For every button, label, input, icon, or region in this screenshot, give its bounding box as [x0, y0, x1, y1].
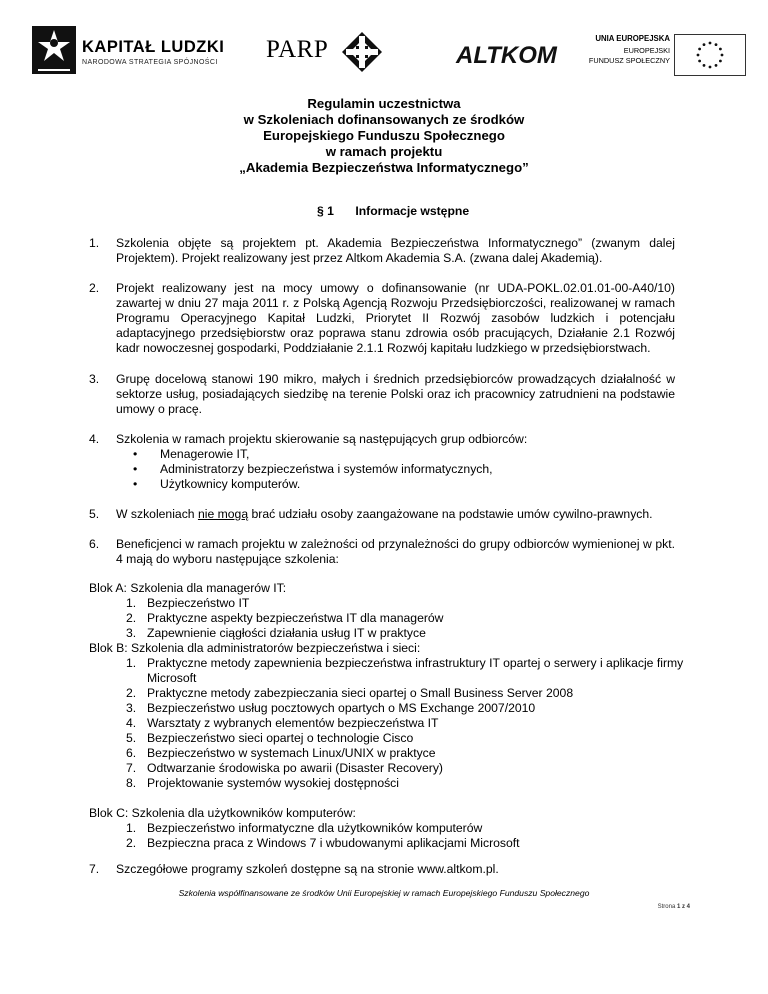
- list-item-text: Bezpieczeństwo sieci opartej o technologie Cisco: [147, 731, 414, 745]
- point-text: Projekt realizowany jest na mocy umowy o dofinansowanie (nr UDA-POKL.02.01.01-00-A40/10) zawartej w dniu 27 maja 2011 r. z Polską Agencją Rozwoju Przedsiębiorczości, realizowanej w ramach Programu Operacyjnego Kapitał Ludzki, Priorytet II Rozwój zasobów ludzkich i potencjału adaptacyjnego przedsiębiorstw oraz poprawa stanu zdrowia osób pracujących, Działanie 2.1 Rozwój kadr nowoczesnej gospodarki, Poddziałanie 2.1.1 Rozwój kapitału ludzkiego w przedsiębiorstwach.: [116, 281, 675, 355]
- list-item: 2. Praktyczne metody zabezpieczania sieci opartej o Small Business Server 2008: [126, 686, 686, 701]
- bullet-icon: •: [133, 477, 138, 491]
- list-item-text: Projektowanie systemów wysokiej dostępności: [147, 776, 399, 790]
- point-number: 4.: [89, 432, 100, 446]
- list-item: 2. Bezpieczna praca z Windows 7 i wbudowanymi aplikacjami Microsoft: [126, 836, 686, 851]
- point-text: Szczegółowe programy szkoleń dostępne są na stronie www.altkom.pl.: [116, 862, 499, 876]
- point-number: 1.: [89, 236, 100, 250]
- point-number: 3.: [89, 372, 100, 386]
- block-c-list: [126, 821, 686, 851]
- list-item-text: Warsztaty z wybranych elementów bezpieczeństwa IT: [147, 716, 439, 730]
- page-label: Strona: [657, 904, 676, 910]
- point-text: Grupę docelową stanowi 190 mikro, małych i średnich przedsiębiorców prowadzących działalność w sektorze usług, posiadających siedzibę na terenie Polski oraz ich pracownicy zatrudnieni na podstawie umowy o pracę.: [116, 372, 675, 416]
- eu-line3: FUNDUSZ SPOŁECZNY: [588, 56, 670, 65]
- parp-text: PARP: [266, 36, 329, 63]
- list-item: 6. Bezpieczeństwo w systemach Linux/UNIX w praktyce: [126, 746, 686, 761]
- kapital-ludzki-emblem-icon: [32, 26, 76, 74]
- footer-text: Szkolenia współfinansowane ze środków Unii Europejskiej w ramach Europejskiego Funduszu Społecznego: [178, 888, 590, 898]
- bullet-icon: •: [133, 462, 138, 476]
- altkom-wordmark: [454, 34, 557, 72]
- list-item: 7. Odtwarzanie środowiska po awarii (Disaster Recovery): [126, 761, 686, 776]
- bullet-text: Użytkownicy komputerów.: [160, 477, 301, 491]
- list-item: 5. Bezpieczeństwo sieci opartej o technologie Cisco: [126, 731, 686, 746]
- block-c-label: Blok C: Szkolenia dla użytkowników komputerów:: [89, 806, 356, 820]
- title-line-1: Regulamin uczestnictwa: [307, 96, 461, 111]
- list-item: 2. Praktyczne aspekty bezpieczeństwa IT dla managerów: [126, 611, 686, 626]
- section-title: Informacje wstępne: [355, 204, 470, 218]
- list-item-text: Zapewnienie ciągłości działania usług IT w praktyce: [147, 626, 426, 640]
- point-number: 2.: [89, 281, 100, 295]
- point-number: 6.: [89, 537, 100, 551]
- altkom-text: ALTKOM: [456, 42, 557, 69]
- title-line-5: „Akademia Bezpieczeństwa Informatycznego”: [239, 160, 529, 175]
- point-number: 5.: [89, 507, 100, 521]
- parp-logo: [262, 30, 392, 74]
- list-item-text: Praktyczne aspekty bezpieczeństwa IT dla managerów: [147, 611, 444, 625]
- kl-title: KAPITAŁ LUDZKI: [82, 38, 225, 56]
- list-item: 8. Projektowanie systemów wysokiej dostępności: [126, 776, 686, 791]
- list-item-text: Bezpieczeństwo usług pocztowych opartych o MS Exchange 2007/2010: [147, 701, 536, 715]
- eu-line2: EUROPEJSKI: [623, 46, 670, 55]
- bullet-icon: •: [133, 447, 138, 461]
- eu-logo: [560, 32, 750, 76]
- point-text: Beneficjenci w ramach projektu w zależności od przynależności do grupy odbiorców wymienionej w pkt. 4 mają do wyboru następujące szkolenia:: [116, 537, 675, 566]
- list-item-text: Praktyczne metody zapewnienia bezpieczeństwa infrastruktury IT opartej o serwery i aplikacje firmy Microsoft: [147, 656, 684, 685]
- block-a-list: [126, 596, 686, 641]
- section-number: § 1: [317, 204, 334, 218]
- point-text-post: brać udziału osoby zaangażowane na podstawie umów cywilno-prawnych.: [248, 507, 653, 521]
- title-line-4: w ramach projektu: [325, 144, 443, 159]
- kapital-ludzki-logo: [32, 26, 232, 78]
- page-total: 4: [686, 904, 690, 910]
- list-item: 3. Bezpieczeństwo usług pocztowych opartych o MS Exchange 2007/2010: [126, 701, 686, 716]
- kl-subtitle: NARODOWA STRATEGIA SPÓJNOŚCI: [82, 59, 218, 66]
- section-heading: [317, 204, 469, 218]
- point-text-underlined: nie mogą: [197, 507, 249, 521]
- point-text: Szkolenia w ramach projektu skierowanie są następujących grup odbiorców:: [116, 432, 528, 446]
- eu-line1: UNIA EUROPEJSKA: [595, 34, 670, 43]
- title-line-3: Europejskiego Funduszu Społecznego: [263, 128, 505, 143]
- parp-emblem-icon: [340, 30, 384, 74]
- list-item: 1. Praktyczne metody zapewnienia bezpieczeństwa infrastruktury IT opartej o serwery i aplikacje firmy Microsoft: [126, 656, 686, 686]
- point-text: [116, 507, 675, 522]
- list-item: 1. Bezpieczeństwo informatyczne dla użytkowników komputerów: [126, 821, 686, 836]
- page-current: 1: [676, 904, 681, 910]
- list-item-text: Odtwarzanie środowiska po awarii (Disaster Recovery): [147, 761, 443, 775]
- bullet-text: Menagerowie IT,: [160, 447, 250, 461]
- point-text: Szkolenia objęte są projektem pt. Akademia Bezpieczeństwa Informatycznego” (zwanym dalej Projektem). Projekt realizowany jest przez Altkom Akademia S.A. (zwana dalej Akademią).: [116, 236, 675, 265]
- point-text-pre: W szkoleniach: [116, 507, 198, 521]
- altkom-logo: [454, 34, 557, 72]
- list-item-text: Bezpieczna praca z Windows 7 i wbudowanymi aplikacjami Microsoft: [147, 836, 520, 850]
- block-a-label: Blok A: Szkolenia dla managerów IT:: [89, 581, 287, 595]
- list-item-text: Bezpieczeństwo w systemach Linux/UNIX w praktyce: [147, 746, 436, 760]
- point-number: 7.: [89, 862, 100, 876]
- document-title: [0, 96, 768, 176]
- block-b-list: [126, 656, 686, 791]
- list-item-text: Bezpieczeństwo informatyczne dla użytkowników komputerów: [147, 821, 483, 835]
- list-item: 3. Zapewnienie ciągłości działania usług IT w praktyce: [126, 626, 686, 641]
- list-item: 4. Warsztaty z wybranych elementów bezpieczeństwa IT: [126, 716, 686, 731]
- list-item: 1. Bezpieczeństwo IT: [126, 596, 686, 611]
- block-b-label: Blok B: Szkolenia dla administratorów bezpieczeństwa i sieci:: [89, 641, 421, 655]
- page-separator: z: [681, 904, 685, 910]
- page-number: [658, 904, 690, 910]
- list-item-text: Praktyczne metody zabezpieczania sieci opartej o Small Business Server 2008: [147, 686, 574, 700]
- logo-bar: [0, 22, 768, 82]
- list-item-text: Bezpieczeństwo IT: [147, 596, 250, 610]
- bullet-text: Administratorzy bezpieczeństwa i systemów informatycznych,: [160, 462, 493, 476]
- eu-flag-icon: [674, 34, 746, 76]
- title-line-2: w Szkoleniach dofinansowanych ze środków: [243, 112, 525, 127]
